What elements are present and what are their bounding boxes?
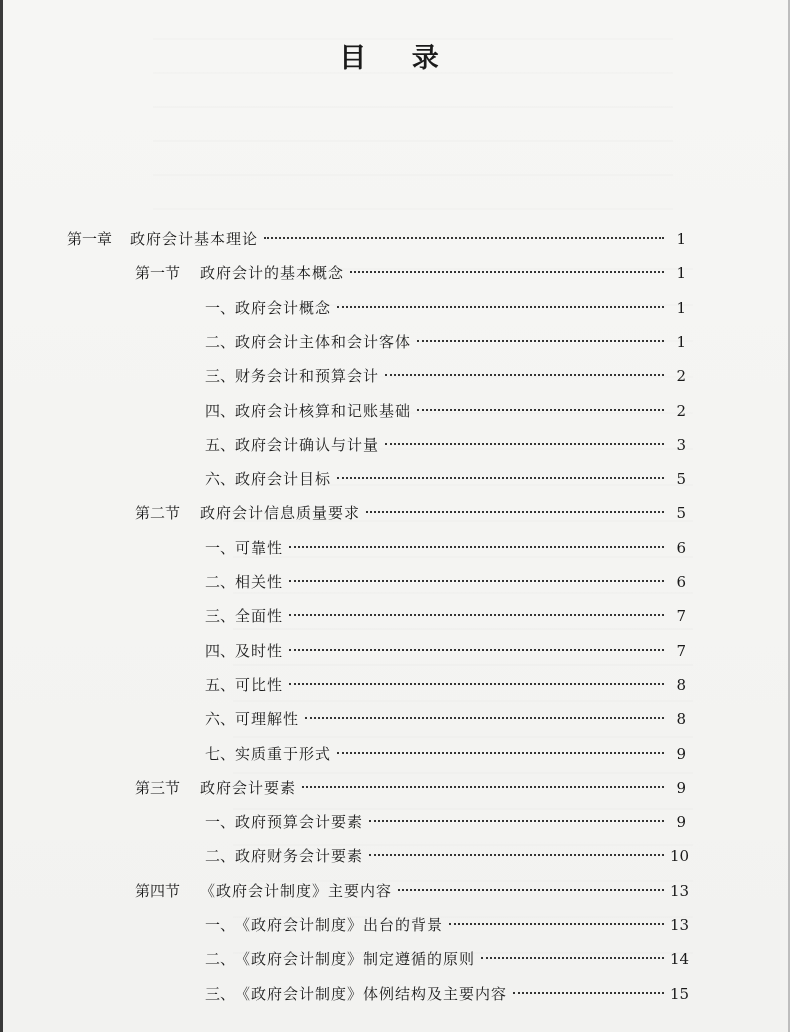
toc-entry-number: 四、 xyxy=(205,402,236,420)
toc-page-number: 2 xyxy=(676,367,686,385)
toc-entry-number: 二、 xyxy=(205,847,236,865)
toc-page-number: 8 xyxy=(676,710,686,728)
toc-entry-title: 政府会计信息质量要求 xyxy=(200,504,361,522)
toc-entry-number: 第一节 xyxy=(135,264,181,282)
toc-page-number: 14 xyxy=(670,950,690,968)
dot-leader xyxy=(264,237,664,239)
toc-entry-number: 三、 xyxy=(205,985,236,1003)
toc-entry-number: 一、 xyxy=(205,539,236,557)
toc-subsection-entry xyxy=(205,434,686,456)
toc-page-number: 1 xyxy=(676,230,686,248)
toc-page-number: 1 xyxy=(676,299,686,317)
toc-entry-title: 相关性 xyxy=(235,573,284,591)
toc-page-number: 9 xyxy=(676,779,686,797)
toc-subsection-entry xyxy=(205,297,686,319)
toc-entry-title: 政府会计基本理论 xyxy=(130,230,259,248)
toc-page-number: 1 xyxy=(676,333,686,351)
dot-leader xyxy=(398,889,664,891)
toc-entry-number: 一、 xyxy=(205,299,236,317)
toc-subsection-entry xyxy=(205,914,690,936)
toc-page-number: 6 xyxy=(676,573,686,591)
dot-leader xyxy=(305,717,664,719)
dot-leader xyxy=(417,340,664,342)
toc-page-number: 9 xyxy=(676,813,686,831)
dot-leader xyxy=(369,820,664,822)
toc-subsection-entry xyxy=(205,400,686,422)
toc-entry-title: 政府会计确认与计量 xyxy=(235,436,380,454)
toc-page-number: 7 xyxy=(676,642,686,660)
dot-leader xyxy=(337,752,664,754)
dot-leader xyxy=(337,306,664,308)
toc-section-entry xyxy=(135,502,686,524)
dot-leader xyxy=(366,511,664,513)
toc-page-number: 5 xyxy=(676,470,686,488)
toc-entry-number: 六、 xyxy=(205,710,236,728)
toc-page-number: 1 xyxy=(676,264,686,282)
toc-page-number: 13 xyxy=(670,882,690,900)
toc-subsection-entry xyxy=(205,537,686,559)
toc-entry-number: 三、 xyxy=(205,607,236,625)
toc-entry-number: 二、 xyxy=(205,333,236,351)
dot-leader xyxy=(289,649,664,651)
dot-leader xyxy=(385,374,664,376)
dot-leader xyxy=(385,443,664,445)
dot-leader xyxy=(350,271,664,273)
toc-page-number: 13 xyxy=(670,916,690,934)
dot-leader xyxy=(481,957,664,959)
dot-leader xyxy=(289,683,664,685)
toc-subsection-entry xyxy=(205,605,686,627)
toc-page-number: 2 xyxy=(676,402,686,420)
toc-entry-number: 第二节 xyxy=(135,504,181,522)
toc-entry-title: 政府会计概念 xyxy=(235,299,332,317)
toc-entry-title: 全面性 xyxy=(235,607,284,625)
toc-section-entry xyxy=(135,262,686,284)
toc-entry-title: 可比性 xyxy=(235,676,284,694)
toc-section-entry xyxy=(135,880,690,902)
toc-page-number: 9 xyxy=(676,745,686,763)
toc-entry-number: 七、 xyxy=(205,745,236,763)
page-title: 目 录 xyxy=(339,43,457,74)
toc-page-number: 6 xyxy=(676,539,686,557)
toc-subsection-entry xyxy=(205,743,686,765)
toc-entry-title: 《政府会计制度》主要内容 xyxy=(200,882,393,900)
dot-leader xyxy=(289,580,664,582)
toc-subsection-entry xyxy=(205,571,686,593)
dot-leader xyxy=(513,992,664,994)
toc-entry-title: 政府财务会计要素 xyxy=(235,847,364,865)
dot-leader xyxy=(302,786,664,788)
dot-leader xyxy=(449,923,664,925)
dot-leader xyxy=(337,477,664,479)
toc-entry-title: 《政府会计制度》出台的背景 xyxy=(235,916,444,934)
toc-entry-title: 政府会计要素 xyxy=(200,779,297,797)
toc-entry-number: 五、 xyxy=(205,436,236,454)
toc-page-number: 10 xyxy=(670,847,690,865)
dot-leader xyxy=(369,854,664,856)
toc-entry-number: 第一章 xyxy=(67,230,113,248)
toc-chapter-entry xyxy=(67,228,686,250)
toc-entry-title: 政府会计主体和会计客体 xyxy=(235,333,412,351)
dot-leader xyxy=(289,614,664,616)
toc-entry-title: 政府会计核算和记账基础 xyxy=(235,402,412,420)
toc-subsection-entry xyxy=(205,468,686,490)
dot-leader xyxy=(417,409,664,411)
toc-subsection-entry xyxy=(205,674,686,696)
toc-entry-number: 第四节 xyxy=(135,882,181,900)
toc-subsection-entry xyxy=(205,811,686,833)
toc-subsection-entry xyxy=(205,365,686,387)
dot-leader xyxy=(289,546,664,548)
toc-entry-number: 一、 xyxy=(205,813,236,831)
toc-entry-number: 第三节 xyxy=(135,779,181,797)
toc-subsection-entry xyxy=(205,640,686,662)
toc-subsection-entry xyxy=(205,983,690,1005)
toc-page-number: 15 xyxy=(670,985,690,1003)
toc-entry-title: 财务会计和预算会计 xyxy=(235,367,380,385)
toc-entry-number: 二、 xyxy=(205,950,236,968)
toc-entry-title: 及时性 xyxy=(235,642,284,660)
toc-entry-number: 一、 xyxy=(205,916,236,934)
toc-entry-number: 三、 xyxy=(205,367,236,385)
toc-entry-title: 《政府会计制度》体例结构及主要内容 xyxy=(235,985,508,1003)
toc-entry-title: 可靠性 xyxy=(235,539,284,557)
toc-entry-title: 政府会计目标 xyxy=(235,470,332,488)
toc-entry-title: 可理解性 xyxy=(235,710,300,728)
toc-entry-number: 六、 xyxy=(205,470,236,488)
toc-entry-title: 实质重于形式 xyxy=(235,745,332,763)
toc-section-entry xyxy=(135,777,686,799)
toc-entry-title: 政府预算会计要素 xyxy=(235,813,364,831)
toc-subsection-entry xyxy=(205,331,686,353)
toc-entry-title: 《政府会计制度》制定遵循的原则 xyxy=(235,950,476,968)
toc-subsection-entry xyxy=(205,708,686,730)
toc-subsection-entry xyxy=(205,948,690,970)
toc-entry-number: 四、 xyxy=(205,642,236,660)
toc-subsection-entry xyxy=(205,845,690,867)
toc-entry-number: 二、 xyxy=(205,573,236,591)
toc-page-number: 8 xyxy=(676,676,686,694)
toc-entry-title: 政府会计的基本概念 xyxy=(200,264,345,282)
toc-page-number: 7 xyxy=(676,607,686,625)
toc-page-number: 3 xyxy=(676,436,686,454)
toc-entry-number: 五、 xyxy=(205,676,236,694)
toc-page-number: 5 xyxy=(676,504,686,522)
